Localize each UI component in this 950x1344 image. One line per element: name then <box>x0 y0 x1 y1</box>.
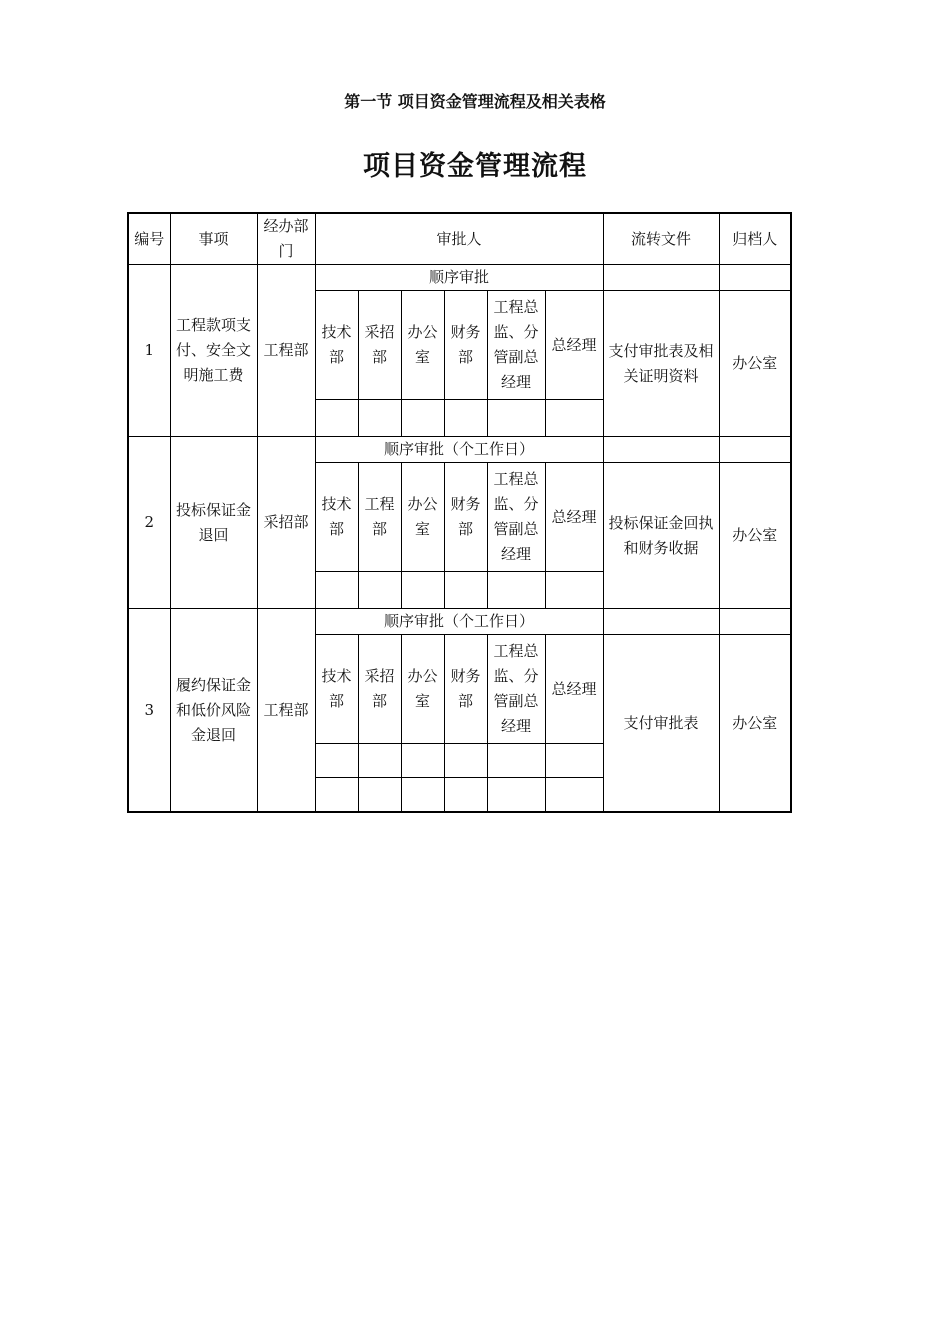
signature-cell <box>315 744 358 778</box>
header-archive: 归档人 <box>719 213 791 265</box>
role-cell: 财务部 <box>444 463 487 572</box>
role-cell: 财务部 <box>444 635 487 744</box>
role-cell: 财务部 <box>444 291 487 400</box>
empty-cell <box>719 437 791 463</box>
row-item: 工程款项支付、安全文明施工费 <box>170 265 257 437</box>
empty-cell <box>719 265 791 291</box>
empty-cell <box>603 437 719 463</box>
row-dept: 采招部 <box>257 437 315 609</box>
signature-cell <box>401 778 444 813</box>
role-cell: 总经理 <box>545 291 603 400</box>
signature-cell <box>545 744 603 778</box>
signature-cell <box>315 778 358 813</box>
signature-cell <box>358 744 401 778</box>
role-cell: 采招部 <box>358 635 401 744</box>
signature-cell <box>487 778 545 813</box>
signature-cell <box>315 572 358 609</box>
role-cell: 办公室 <box>401 635 444 744</box>
role-cell: 办公室 <box>401 291 444 400</box>
role-cell: 工程部 <box>358 463 401 572</box>
table-row <box>128 265 791 291</box>
row-no: 2 <box>128 437 170 609</box>
signature-cell <box>401 572 444 609</box>
role-cell: 总经理 <box>545 463 603 572</box>
role-cell: 技术部 <box>315 635 358 744</box>
role-cell: 采招部 <box>358 291 401 400</box>
document-title: 项目资金管理流程 <box>363 151 587 182</box>
empty-cell <box>719 609 791 635</box>
signature-cell <box>545 572 603 609</box>
row-dept: 工程部 <box>257 609 315 813</box>
role-cell: 工程总监、分管副总经理 <box>487 635 545 744</box>
row-archive: 办公室 <box>719 635 791 813</box>
fund-process-table <box>127 212 792 813</box>
empty-cell <box>603 265 719 291</box>
table-row <box>128 437 791 463</box>
row-docs: 支付审批表及相关证明资料 <box>603 291 719 437</box>
signature-cell <box>444 572 487 609</box>
role-cell: 技术部 <box>315 463 358 572</box>
header-docs: 流转文件 <box>603 213 719 265</box>
signature-cell <box>444 400 487 437</box>
header-approver: 审批人 <box>315 213 603 265</box>
row-seq: 顺序审批（个工作日） <box>315 609 603 635</box>
header-item: 事项 <box>170 213 257 265</box>
signature-cell <box>545 778 603 813</box>
row-item: 投标保证金退回 <box>170 437 257 609</box>
row-docs: 投标保证金回执和财务收据 <box>603 463 719 609</box>
signature-cell <box>444 744 487 778</box>
role-cell: 总经理 <box>545 635 603 744</box>
row-archive: 办公室 <box>719 291 791 437</box>
header-no: 编号 <box>128 213 170 265</box>
table-row <box>128 609 791 635</box>
row-no: 1 <box>128 265 170 437</box>
signature-cell <box>401 744 444 778</box>
signature-cell <box>401 400 444 437</box>
header-row <box>128 213 791 265</box>
signature-cell <box>545 400 603 437</box>
signature-cell <box>358 572 401 609</box>
empty-cell <box>603 609 719 635</box>
signature-cell <box>487 744 545 778</box>
role-cell: 办公室 <box>401 463 444 572</box>
signature-cell <box>358 778 401 813</box>
row-no: 3 <box>128 609 170 813</box>
signature-cell <box>315 400 358 437</box>
row-seq: 顺序审批 <box>315 265 603 291</box>
row-dept: 工程部 <box>257 265 315 437</box>
row-item: 履约保证金和低价风险金退回 <box>170 609 257 813</box>
header-dept: 经办部门 <box>257 213 315 265</box>
row-archive: 办公室 <box>719 463 791 609</box>
role-cell: 技术部 <box>315 291 358 400</box>
section-title: 第一节 项目资金管理流程及相关表格 <box>344 92 606 111</box>
row-docs: 支付审批表 <box>603 635 719 813</box>
signature-cell <box>358 400 401 437</box>
signature-cell <box>444 778 487 813</box>
row-seq: 顺序审批（个工作日） <box>315 437 603 463</box>
role-cell: 工程总监、分管副总经理 <box>487 291 545 400</box>
role-cell: 工程总监、分管副总经理 <box>487 463 545 572</box>
signature-cell <box>487 400 545 437</box>
signature-cell <box>487 572 545 609</box>
